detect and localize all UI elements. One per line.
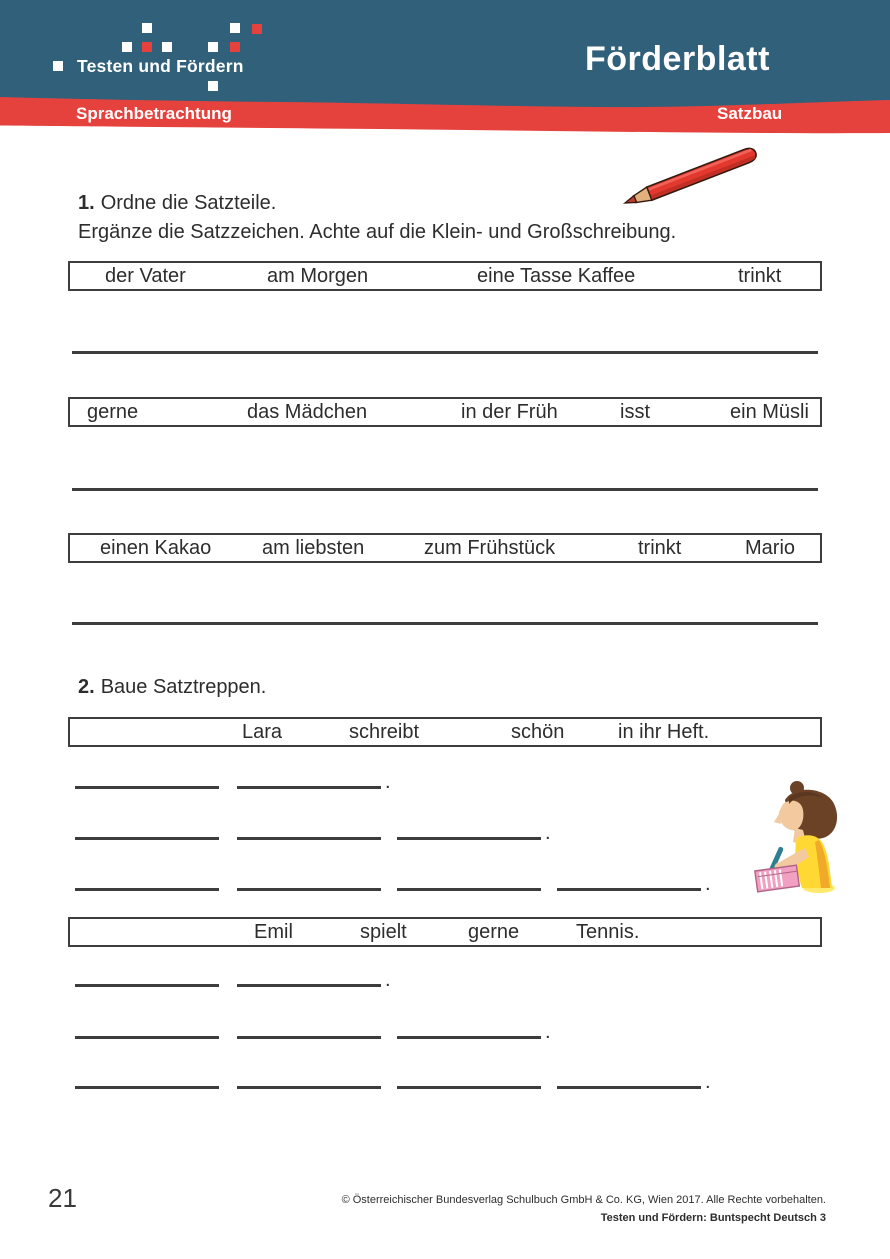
word-chip: trinkt [638,537,682,559]
stair-blank [75,1036,219,1039]
logo-square-icon [53,61,63,71]
exercise-number: 2. [78,676,95,698]
logo-square-icon [162,42,172,52]
stair-blank [75,1086,219,1089]
stair-blank [75,984,219,987]
logo-square-icon [208,81,218,91]
word-chip: am Morgen [267,265,369,287]
edition-text: Testen und Fördern: Buntspecht Deutsch 3 [600,1212,826,1224]
word-chip: ein Müsli [730,401,809,423]
stair-period: . [705,1071,711,1093]
stair-period: . [385,969,391,991]
word-chip: Mario [745,537,796,559]
exercise1-heading [78,192,276,215]
word-chip: in ihr Heft. [618,721,710,743]
logo-square-icon [230,23,240,33]
logo-square-icon [252,24,262,34]
writing-line [72,488,818,491]
stair-blank [237,1036,381,1039]
exercise-number: 1. [78,192,95,214]
stair-blank [397,1036,541,1039]
stair-blank [237,984,381,987]
copyright-text: © Österreichischer Bundesverlag Schulbuch GmbH & Co. KG, Wien 2017. Alle Rechte vorbehalten. [341,1194,826,1206]
word-chip: spielt [360,921,407,943]
stair-blank [75,786,219,789]
stair-blank [237,837,381,840]
girl-writing-icon [745,778,865,898]
red-pencil-icon [605,140,770,215]
logo-square-icon [122,42,132,52]
exercise2-heading [78,676,266,699]
logo-square-icon [142,42,152,52]
logo-square-icon [142,23,152,33]
instruction-text: Ordne die Satzteile. [100,192,277,214]
category-left-label: Sprachbetrachtung [76,104,232,123]
writing-line [72,351,818,354]
word-chip: einen Kakao [100,537,212,559]
word-chip: am liebsten [262,537,365,559]
page-type-title: Förderblatt [585,40,770,78]
stair-blank [557,1086,701,1089]
word-box [68,397,822,427]
stair-blank [397,837,541,840]
stair-blank [237,1086,381,1089]
logo-square-icon [230,42,240,52]
category-right-label: Satzbau [717,104,783,123]
stair-period: . [545,822,551,844]
stair-blank [557,888,701,891]
word-chip: schön [511,721,565,743]
word-chip: gerne [87,401,139,423]
word-box [68,917,822,947]
exercise1-heading-line2 [78,221,676,244]
stair-period: . [705,873,711,895]
stair-blank [75,837,219,840]
word-chip: schreibt [349,721,420,743]
word-chip: in der Früh [461,401,558,423]
word-chip: zum Frühstück [424,537,556,559]
instruction-text: Ergänze die Satzzeichen. Achte auf die Klein- und Großschreibung. [78,221,677,243]
word-chip: isst [620,401,650,423]
logo-square-icon [208,42,218,52]
word-chip: der Vater [105,265,186,287]
word-chip: gerne [468,921,520,943]
stair-blank [397,1086,541,1089]
word-chip: das Mädchen [247,401,368,423]
writing-line [72,622,818,625]
stair-period: . [385,771,391,793]
stair-period: . [545,1021,551,1043]
brand-text: Testen und Fördern [77,56,244,76]
word-chip: Tennis. [576,921,640,943]
word-chip: Emil [254,921,293,943]
footer-credits [342,1191,826,1227]
page-number: 21 [48,1183,77,1213]
stair-blank [237,888,381,891]
word-chip: Lara [242,721,283,743]
stair-blank [397,888,541,891]
instruction-text: Baue Satztreppen. [100,676,267,698]
stair-blank [237,786,381,789]
word-chip: eine Tasse Kaffee [477,265,636,287]
stair-blank [75,888,219,891]
word-chip: trinkt [738,265,782,287]
